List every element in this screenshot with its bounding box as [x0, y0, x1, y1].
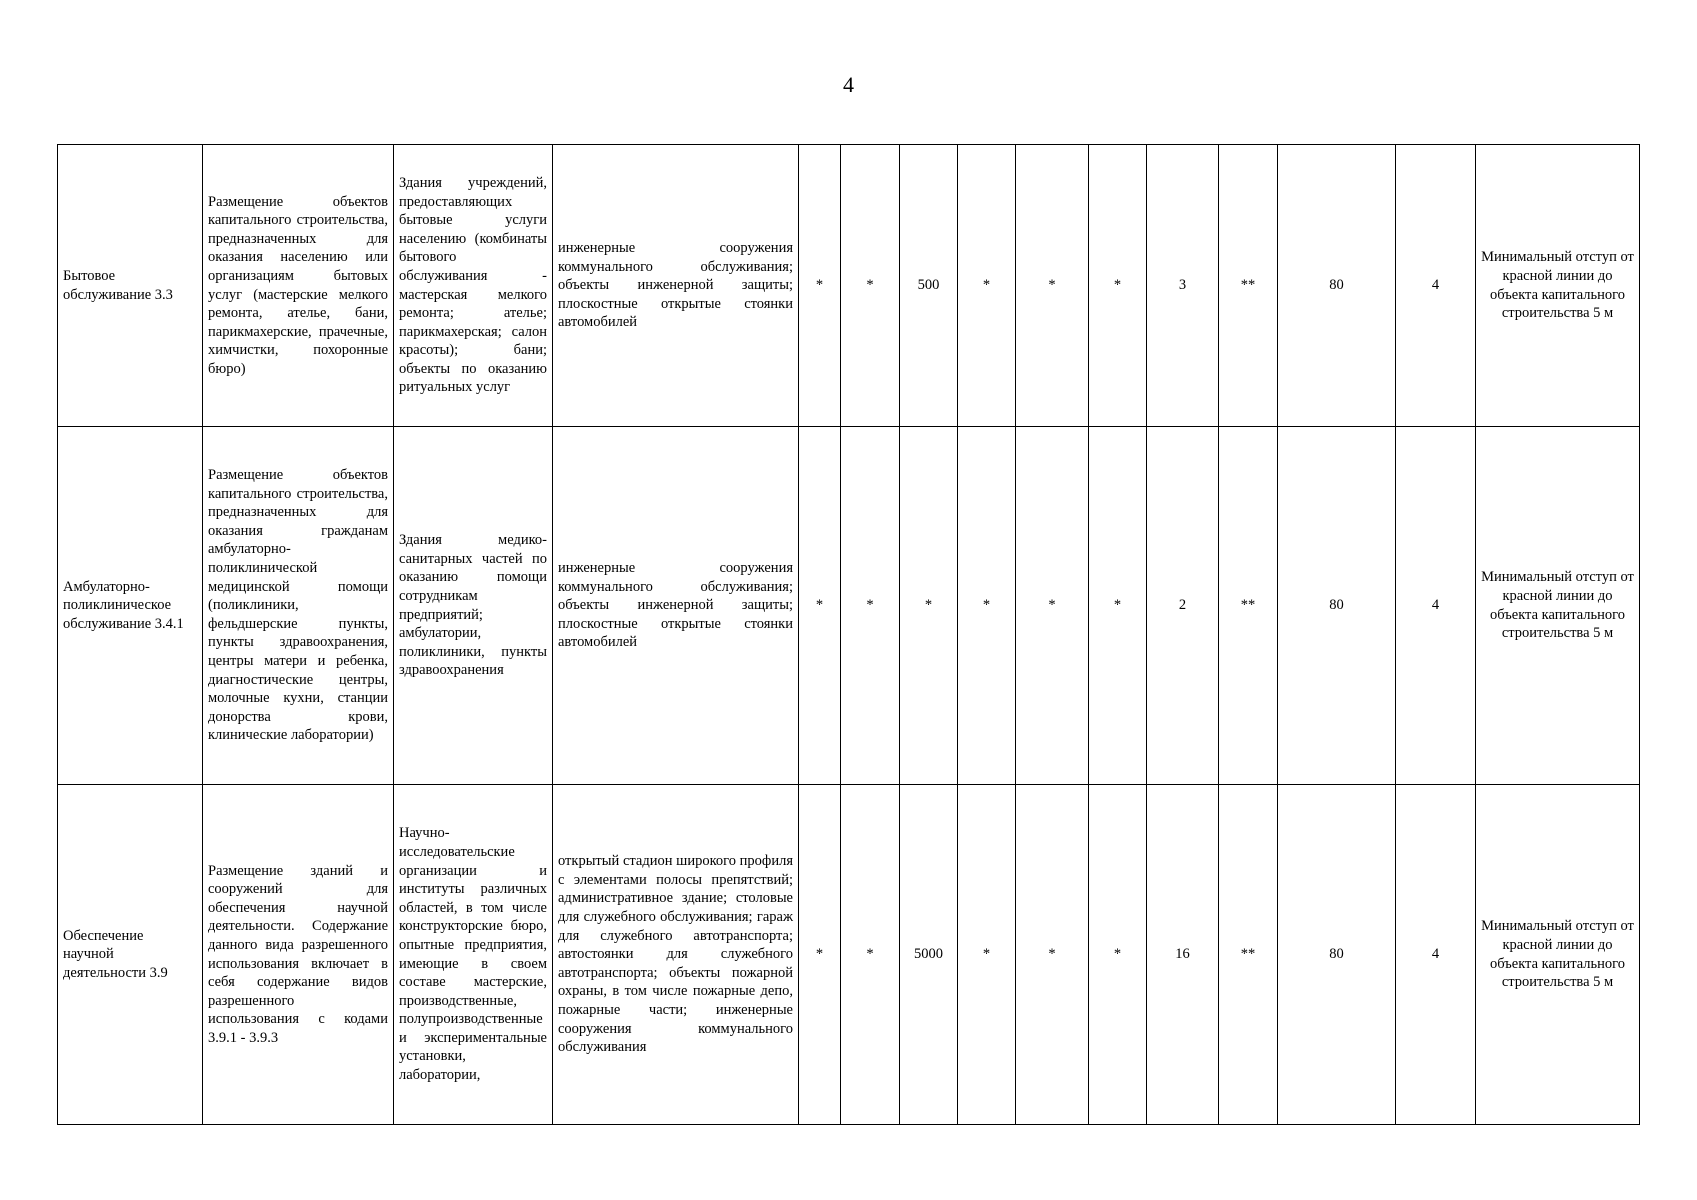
table-row: [58, 785, 1640, 1125]
param-cell: 80: [1278, 145, 1396, 427]
param-cell: *: [1089, 145, 1147, 427]
param-cell: *: [958, 145, 1016, 427]
param-cell: *: [1089, 785, 1147, 1125]
param-cell: 4: [1396, 785, 1476, 1125]
param-cell: *: [1016, 427, 1089, 785]
note-cell: Минимальный отступ от красной линии до объекта капитального строительства 5 м: [1476, 785, 1640, 1125]
note-cell: Минимальный отступ от красной линии до объекта капитального строительства 5 м: [1476, 145, 1640, 427]
auxiliary-uses: инженерные сооружения коммунального обслуживания; объекты инженерной защиты; плоскостные открытые стоянки автомобилей: [553, 145, 799, 427]
param-cell: 500: [900, 145, 958, 427]
param-cell: *: [799, 145, 841, 427]
param-cell: *: [1016, 145, 1089, 427]
param-cell: 2: [1147, 427, 1219, 785]
param-cell: *: [1089, 427, 1147, 785]
note-cell: Минимальный отступ от красной линии до объекта капитального строительства 5 м: [1476, 427, 1640, 785]
permitted-buildings: Здания учреждений, предоставляющих бытовые услуги населению (комбинаты бытового обслуживания - мастерская мелкого ремонта; ателье; парикмахерская; салон красоты); бани; объекты по оказанию ритуальных услуг: [394, 145, 553, 427]
param-cell: 4: [1396, 145, 1476, 427]
param-cell: *: [799, 427, 841, 785]
param-cell: **: [1219, 427, 1278, 785]
param-cell: 16: [1147, 785, 1219, 1125]
table-row: [58, 427, 1640, 785]
use-type-name: Бытовое обслуживание 3.3: [58, 145, 203, 427]
param-cell: *: [841, 785, 900, 1125]
param-cell: *: [900, 427, 958, 785]
param-cell: 80: [1278, 427, 1396, 785]
table-row: [58, 145, 1640, 427]
param-cell: *: [841, 145, 900, 427]
param-cell: 5000: [900, 785, 958, 1125]
param-cell: *: [958, 785, 1016, 1125]
param-cell: *: [958, 427, 1016, 785]
auxiliary-uses: открытый стадион широкого профиля с элементами полосы препятствий; административное здание; столовые для служебного обслуживания; гараж для служебного автотранспорта; автостоянки для служебного автотранспорта; объекты пожарной охраны, в том числе пожарные депо, пожарные части; инженерные сооружения коммунального обслуживания: [553, 785, 799, 1125]
param-cell: **: [1219, 145, 1278, 427]
permitted-buildings: Научно-исследовательские организации и институты различных областей, в том числе конструкторские бюро, опытные предприятия, имеющие в своем составе мастерские, производственные, полупроизводственные и экспериментальные установки, лаборатории,: [394, 785, 553, 1125]
param-cell: 3: [1147, 145, 1219, 427]
param-cell: *: [841, 427, 900, 785]
use-type-description: Размещение объектов капитального строительства, предназначенных для оказания населению или организациям бытовых услуг (мастерские мелкого ремонта, ателье, бани, парикмахерские, прачечные, химчистки, похоронные бюро): [203, 145, 394, 427]
param-cell: **: [1219, 785, 1278, 1125]
auxiliary-uses: инженерные сооружения коммунального обслуживания; объекты инженерной защиты; плоскостные открытые стоянки автомобилей: [553, 427, 799, 785]
param-cell: 4: [1396, 427, 1476, 785]
use-type-name: Обеспечение научной деятельности 3.9: [58, 785, 203, 1125]
use-type-name: Амбулаторно-поликлиническое обслуживание 3.4.1: [58, 427, 203, 785]
use-type-description: Размещение зданий и сооружений для обеспечения научной деятельности. Содержание данного вида разрешенного использования включает в себя содержание видов разрешенного использования с кодами 3.9.1 - 3.9.3: [203, 785, 394, 1125]
zoning-table: [57, 144, 1640, 1125]
use-type-description: Размещение объектов капитального строительства, предназначенных для оказания гражданам амбулаторно-поликлинической медицинской помощи (поликлиники, фельдшерские пункты, пункты здравоохранения, центры матери и ребенка, диагностические центры, молочные кухни, станции донорства крови, клинические лаборатории): [203, 427, 394, 785]
param-cell: *: [1016, 785, 1089, 1125]
param-cell: *: [799, 785, 841, 1125]
page-number: 4: [843, 72, 854, 97]
permitted-buildings: Здания медико-санитарных частей по оказанию помощи сотрудникам предприятий; амбулатории, поликлиники, пункты здравоохранения: [394, 427, 553, 785]
param-cell: 80: [1278, 785, 1396, 1125]
